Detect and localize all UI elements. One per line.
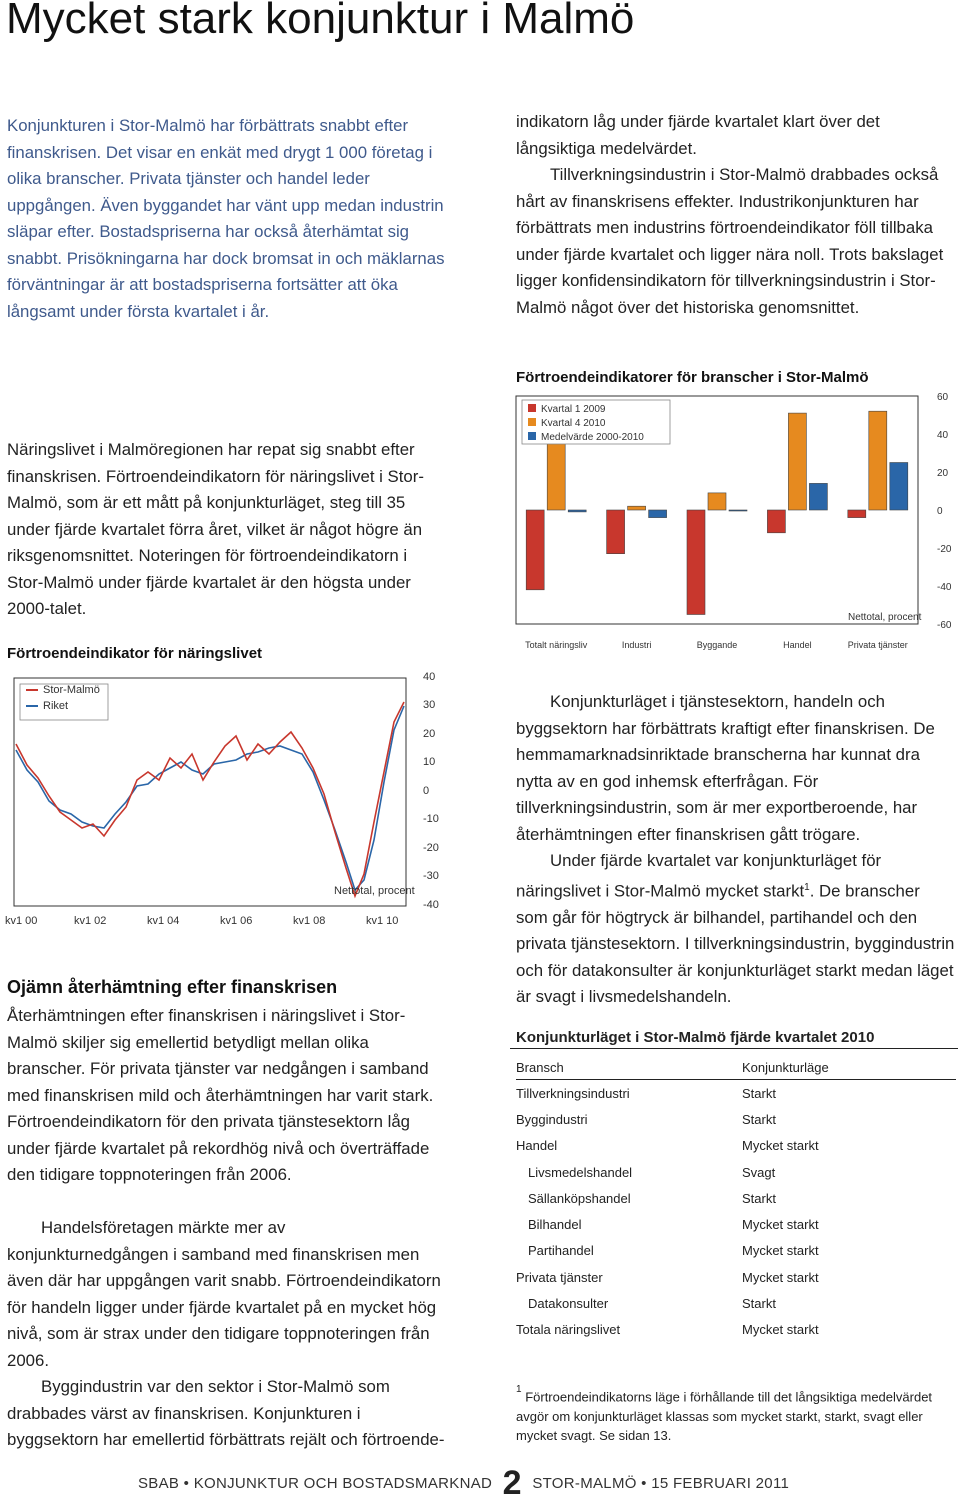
table-row bbox=[516, 1159, 956, 1185]
table-row bbox=[516, 1106, 956, 1132]
x-tick-label: kv1 00 bbox=[5, 915, 38, 927]
table-row bbox=[516, 1238, 956, 1264]
table-cell-konjunkturlage: Starkt bbox=[742, 1190, 776, 1206]
bar-chart bbox=[510, 386, 960, 656]
body-paragraph-2: Återhämtningen efter finanskrisen i näringslivet i Stor-Malmö skiljer sig emellertid betydligt mellan olika branscher. För privata tjänster var nedgången i samband med finanskrisen mild och återhämtningen har varit stark. Förtroendeindikatorn för den privata tjänstesektorn låg under fjärde kvartalet på rekordhög nivå och överträffade den tidigare toppnoteringen från 2006. bbox=[7, 1006, 434, 1184]
bar-category-label: Totalt näringsliv bbox=[525, 640, 588, 650]
table-row bbox=[516, 1080, 956, 1107]
table-row bbox=[516, 1264, 956, 1290]
bar-0-1 bbox=[607, 510, 625, 554]
bar-1-1 bbox=[628, 506, 646, 510]
x-tick-label: kv1 10 bbox=[366, 915, 399, 927]
x-tick-label: kv1 08 bbox=[293, 915, 326, 927]
y-tick-label: 0 bbox=[423, 785, 430, 797]
table-cell-konjunkturlage: Mycket starkt bbox=[742, 1217, 819, 1233]
table-cell-konjunkturlage: Starkt bbox=[742, 1085, 776, 1101]
bar-legend-swatch bbox=[528, 404, 536, 412]
table-body bbox=[516, 1080, 956, 1343]
bar-2-4 bbox=[890, 463, 908, 511]
y-tick-label: 10 bbox=[423, 756, 436, 768]
bar-legend-label: Kvartal 4 2010 bbox=[541, 418, 606, 429]
table-cell-bransch: Tillverkningsindustri bbox=[516, 1085, 630, 1101]
series-line-stor-malmo bbox=[16, 702, 404, 896]
bar-y-tick-label: 0 bbox=[937, 506, 943, 517]
footnote bbox=[516, 1384, 936, 1446]
bar-chart-title: Förtroendeindikatorer för branscher i Stor-Malmö bbox=[516, 369, 869, 386]
bar-2-0 bbox=[568, 510, 586, 512]
table-cell-bransch: Privata tjänster bbox=[516, 1269, 603, 1285]
body-paragraph-6: Tillverkningsindustrin i Stor-Malmö drabbades också hårt av finanskrisens effekter. Industrikonjunkturen har förbättrats men industrins förtroendeindikator föll tillbaka under fjärde kvartalet och ligger nära noll. Trots bakslaget ligger konfidensindikatorn för tillverkningsindustrin i Stor-Malmö något över det historiska genomsnittet. bbox=[516, 165, 944, 317]
bar-0-3 bbox=[767, 510, 785, 533]
intro-paragraph: Konjunkturen i Stor-Malmö har förbättrats snabbt efter finanskrisen. Det visar en enkät med drygt 1 000 företag i olika branscher. Privata tjänster och handel leder uppgången. Även byggandet har vänt upp medan industrin släpar efter. Bostadspriserna har också återhämtat sig snabbt. Prisökningarna har dock bromsat in och mäklarnas förväntningar är att bostadspriserna fortsätter att öka långsamt under första kvartalet i år. bbox=[7, 116, 445, 321]
y-tick-label: -10 bbox=[423, 813, 439, 825]
body-paragraph-5: indikatorn låg under fjärde kvartalet klart över det långsiktiga medelvärdet. bbox=[516, 112, 880, 158]
legend-label-riket: Riket bbox=[43, 700, 69, 712]
table-cell-bransch: Livsmedelshandel bbox=[528, 1164, 633, 1180]
bar-y-tick-label: -20 bbox=[937, 544, 952, 555]
footnote-text: Förtroendeindikatorns läge i förhållande till det långsiktiga medelvärdet avgör om konjunkturläget klassas som mycket starkt, starkt, svagt eller mycket svagt. Se sidan 13. bbox=[516, 1389, 933, 1444]
table-cell-konjunkturlage: Mycket starkt bbox=[742, 1138, 819, 1154]
bar-2-2 bbox=[729, 510, 747, 511]
footer-left: SBAB • KONJUNKTUR OCH BOSTADSMARKNAD bbox=[138, 1475, 493, 1492]
bar-legend-swatch bbox=[528, 418, 536, 426]
table-cell-bransch: Bilhandel bbox=[528, 1217, 582, 1233]
table-header-bransch: Bransch bbox=[516, 1055, 742, 1080]
table-top-rule bbox=[510, 1048, 958, 1049]
table-cell-konjunkturlage: Mycket starkt bbox=[742, 1322, 819, 1338]
x-tick-label: kv1 02 bbox=[74, 915, 107, 927]
table-row bbox=[516, 1185, 956, 1211]
table-cell-konjunkturlage: Mycket starkt bbox=[742, 1243, 819, 1259]
x-tick-label: kv1 04 bbox=[147, 915, 180, 927]
bar-y-tick-label: -60 bbox=[937, 620, 952, 631]
y-tick-label: -20 bbox=[423, 842, 439, 854]
table-cell-konjunkturlage: Svagt bbox=[742, 1164, 776, 1180]
y-tick-label: 40 bbox=[423, 671, 436, 683]
line-chart bbox=[0, 662, 460, 932]
table-row bbox=[516, 1211, 956, 1237]
konjunktur-table bbox=[516, 1055, 956, 1343]
line-chart-unit-note: Nettotal, procent bbox=[334, 885, 415, 897]
body-paragraph-1: Näringslivet i Malmöregionen har repat sig snabbt efter finanskrisen. Förtroendeindikatorn för näringslivet i Stor-Malmö, som är ett mått på konjunkturläget, steg till 35 under fjärde kvartalet förra året, vilket är något högre än riksgenomsnittet. Noteringen för förtroendeindikatorn i Stor-Malmö under fjärde kvartalet är den högsta under 2000-talet. bbox=[7, 440, 424, 618]
y-tick-label: -40 bbox=[423, 899, 439, 911]
bar-y-ticks bbox=[937, 392, 952, 631]
body-paragraph-8-text-a: Under fjärde kvartalet var konjunkturläget för näringslivet i Stor-Malmö mycket starkt bbox=[516, 851, 882, 901]
bar-0-4 bbox=[848, 510, 866, 518]
bar-category-label: Industri bbox=[621, 640, 652, 650]
line-chart-title: Förtroendeindikator för näringslivet bbox=[7, 645, 263, 662]
bar-1-4 bbox=[869, 411, 887, 510]
legend-label-stor-malmo: Stor-Malmö bbox=[43, 684, 100, 696]
bar-legend-label: Kvartal 1 2009 bbox=[541, 404, 606, 415]
table-cell-bransch: Sällanköpshandel bbox=[528, 1190, 631, 1206]
bar-1-2 bbox=[708, 493, 726, 510]
bar-y-tick-label: -40 bbox=[937, 582, 952, 593]
body-paragraph-8 bbox=[516, 848, 956, 1011]
x-tick-label: kv1 06 bbox=[220, 915, 253, 927]
table-cell-konjunkturlage: Starkt bbox=[742, 1111, 776, 1127]
table-cell-bransch: Datakonsulter bbox=[528, 1296, 609, 1312]
bar-category-labels bbox=[525, 640, 908, 650]
bar-y-tick-label: 20 bbox=[937, 468, 949, 479]
bar-0-0 bbox=[526, 510, 544, 590]
bar-category-label: Privata tjänster bbox=[847, 640, 908, 650]
body-paragraph-8-text-b: . De branscher som går för högtryck är bilhandel, partihandel och den privata tjänstesektorn. I tillverkningsindustrin, byggindustrin och för datakonsulter är konjunkturläget starkt medan läget är svagt i livsmedelshandeln. bbox=[516, 881, 955, 1007]
table-row bbox=[516, 1133, 956, 1159]
bar-legend-swatch bbox=[528, 432, 536, 440]
bar-chart-unit-label: Nettotal, procent bbox=[848, 612, 922, 623]
series-line-riket bbox=[16, 706, 404, 890]
footnote-ref: 1 bbox=[804, 881, 810, 893]
body-paragraph-4: Byggindustrin var den sektor i Stor-Malmö som drabbades värst av finanskrisen. Konjunkturen i byggsektorn har emellertid förbättrats rejält och förtroende- bbox=[7, 1377, 445, 1449]
page-footer bbox=[138, 1458, 838, 1502]
page-title: Mycket stark konjunktur i Malmö bbox=[6, 0, 635, 43]
bar-category-label: Handel bbox=[783, 640, 812, 650]
page-number: 2 bbox=[502, 1464, 522, 1502]
table-cell-konjunkturlage: Mycket starkt bbox=[742, 1269, 819, 1285]
table-title: Konjunkturläget i Stor-Malmö fjärde kvartalet 2010 bbox=[516, 1029, 875, 1046]
table-header-row bbox=[516, 1055, 956, 1080]
table-header-konjunkturlage: Konjunkturläge bbox=[742, 1055, 956, 1080]
bar-category-label: Byggande bbox=[696, 640, 738, 650]
bar-legend-label: Medelvärde 2000-2010 bbox=[541, 432, 644, 443]
table-cell-konjunkturlage: Starkt bbox=[742, 1296, 776, 1312]
body-paragraph-3: Handelsföretagen märkte mer av konjunkturnedgången i samband med finanskrisen men även där har uppgången varit snabb. Förtroendeindikatorn för handeln ligger under fjärde kvartalet på en mycket hög nivå, som är strax under den tidigare toppnoteringen från 2006. bbox=[7, 1218, 441, 1370]
bar-2-1 bbox=[649, 510, 667, 518]
y-tick-label: -30 bbox=[423, 870, 439, 882]
y-tick-label: 30 bbox=[423, 699, 436, 711]
table-row bbox=[516, 1290, 956, 1316]
bar-0-2 bbox=[687, 510, 705, 615]
bar-1-0 bbox=[547, 444, 565, 511]
table-row bbox=[516, 1317, 956, 1343]
table-cell-bransch: Byggindustri bbox=[516, 1111, 588, 1127]
table-cell-bransch: Partihandel bbox=[528, 1243, 594, 1259]
bar-2-3 bbox=[809, 483, 827, 510]
bar-y-tick-label: 60 bbox=[937, 392, 949, 403]
y-tick-label: 20 bbox=[423, 728, 436, 740]
table-cell-bransch: Totala näringslivet bbox=[516, 1322, 621, 1338]
table-cell-bransch: Handel bbox=[516, 1138, 558, 1154]
bar-1-3 bbox=[788, 413, 806, 510]
footnote-marker: 1 bbox=[516, 1384, 522, 1395]
bar-y-tick-label: 40 bbox=[937, 430, 949, 441]
footer-right: STOR-MALMÖ • 15 FEBRUARI 2011 bbox=[532, 1475, 790, 1492]
section-heading: Ojämn återhämtning efter finanskrisen bbox=[7, 977, 338, 997]
body-paragraph-7: Konjunkturläget i tjänstesektorn, handeln och byggsektorn har förbättrats kraftigt efter finanskrisen. De hemmamarknadsinriktade branscherna har kunnat dra nytta av en god inhemsk efterfrågan. För tillverkningsindustrin, som är mer exportberoende, har återhämtningen efter finanskrisen gått trögare. bbox=[516, 692, 935, 844]
